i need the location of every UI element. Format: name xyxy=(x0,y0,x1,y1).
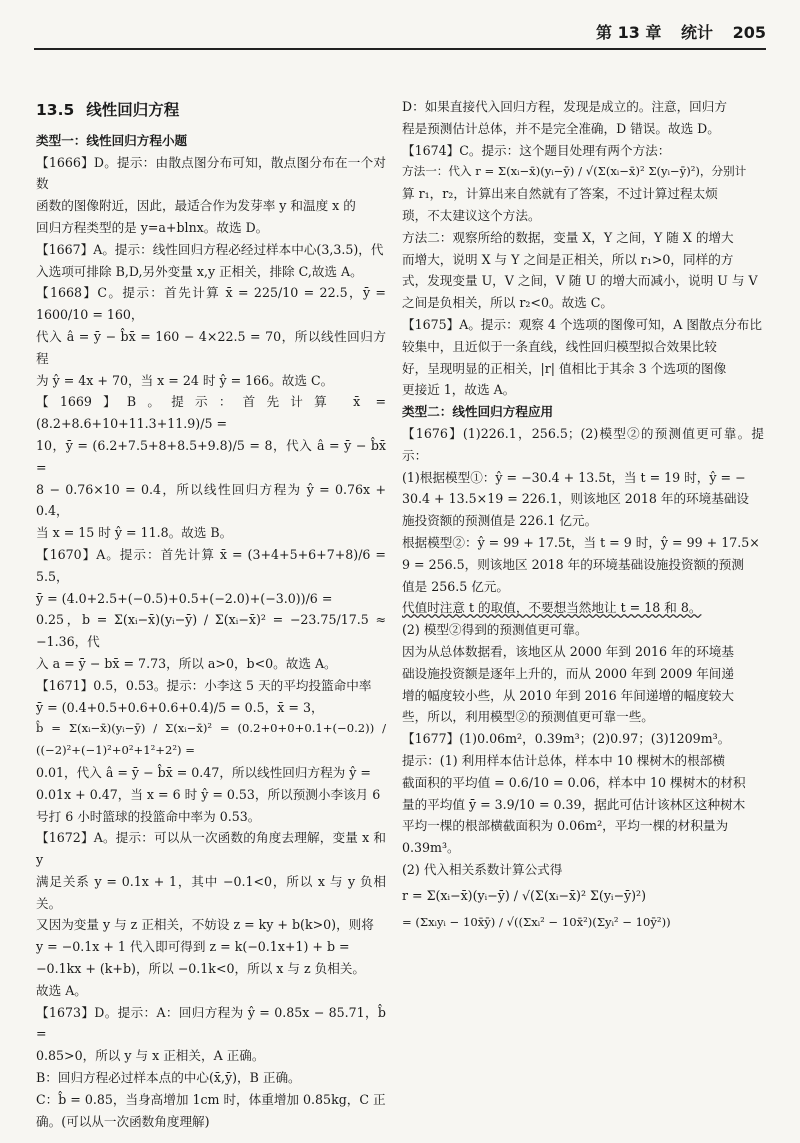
text-line: 好，呈现明显的正相关，|r| 值相比于其余 3 个选项的图像 xyxy=(402,360,727,376)
text-line: 【1673】D。提示：A：回归方程为 ŷ = 0.85x − 85.71，b̂ = xyxy=(36,1004,386,1042)
text-line: 0.39m³。 xyxy=(402,840,460,856)
text-line: 0.25，b = Σ(xᵢ−x̄)(yᵢ−ȳ) / Σ(xᵢ−x̄)² = −23.75/17.5 ≈ −1.36，代 xyxy=(36,612,386,650)
text-line: 【1676】(1)226.1，256.5；(2)模型②的预测值更可靠。提示： xyxy=(402,425,764,463)
answer-1676 xyxy=(402,423,764,728)
answer-1671 xyxy=(36,675,386,828)
answer-1667 xyxy=(36,239,386,283)
text-line: B：回归方程必过样本点的中心(x̄,ȳ)，B 正确。 xyxy=(36,1070,301,1086)
text-line: 方法二：观察所给的数据，变量 X，Y 之间，Y 随 X 的增大 xyxy=(402,229,734,245)
text-line: 较集中，且近似于一条直线，线性回归模型拟合效果比较 xyxy=(402,338,717,354)
text-line: 些，所以，利用模型②的预测值更可靠一些。 xyxy=(402,709,654,725)
text-line: ȳ = (4.0+2.5+(−0.5)+0.5+(−2.0)+(−3.0))/6 = xyxy=(36,590,333,606)
text-line: 式，发现变量 U，V 之间，V 随 U 的增大而减小，说明 U 与 V xyxy=(402,273,758,289)
text-line: 【1666】D。提示：由散点图分布可知，散点图分布在一个对数 xyxy=(36,154,386,192)
answer-1669 xyxy=(36,391,386,544)
text-line: 琐，不太建议这个方法。 xyxy=(402,207,541,223)
answer-1672 xyxy=(36,827,386,1001)
text-line: b̂ = Σ(xᵢ−x̄)(yᵢ−ȳ) / Σ(xᵢ−x̄)² = (0.2+0+0+0.1+(−0.2)) / ((−2)²+(−1)²+0²+1²+2²) = xyxy=(36,721,386,758)
text-line: 平均一棵的根部横截面积为 0.06m²，平均一棵的材积量为 xyxy=(402,818,729,834)
text-line: 当 x = 15 时 ŷ = 11.8。故选 B。 xyxy=(36,525,233,541)
text-line: 回归方程类型的是 y=a+blnx。故选 D。 xyxy=(36,219,269,235)
answer-1674 xyxy=(402,140,764,314)
text-line: D：如果直接代入回归方程，发现是成立的。注意，回归方 xyxy=(402,99,727,114)
text-line: 而增大，说明 X 与 Y 之间是正相关，所以 r₁>0，同样的方 xyxy=(402,251,734,267)
text-line: (2) 代入相关系数计算公式得 xyxy=(402,861,563,877)
section-heading xyxy=(36,100,386,122)
text-line: 30.4 + 13.5×19 = 226.1，则该地区 2018 年的环境基础设 xyxy=(402,491,750,507)
type-heading-1: 类型一：线性回归方程小题 xyxy=(36,132,188,148)
text-line: 10，ȳ = (6.2+7.5+8+8.5+9.8)/5 = 8，代入 â = ȳ − b̂x̄ = xyxy=(36,437,386,475)
running-title xyxy=(582,20,766,43)
text-line: C：b̂ = 0.85，当身高增加 1cm 时，体重增加 0.85kg，C 正 xyxy=(36,1091,386,1107)
text-line: 【1667】A。提示：线性回归方程必经过样本中心(3,3.5)，代 xyxy=(36,241,384,257)
text-line: ȳ = (0.4+0.5+0.6+0.6+0.4)/5 = 0.5，x̄ = 3， xyxy=(36,699,324,715)
formula-line: = (Σxᵢyᵢ − 10x̄ȳ) / √((Σxᵢ² − 10x̄²)(Σyᵢ² − 10ȳ²)) xyxy=(402,915,671,930)
text-line: 【1671】0.5，0.53。提示：小李这 5 天的平均投篮命中率 xyxy=(36,677,372,693)
text-line: 【1675】A。提示：观察 4 个选项的图像可知，A 图散点分布比 xyxy=(402,316,762,332)
text-line: 【1668】C。提示：首先计算 x̄ = 225/10 = 22.5，ȳ = 1600/10 = 160， xyxy=(36,285,386,323)
right-column xyxy=(402,96,764,1119)
text-line: 9 = 256.5，则该地区 2018 年的环境基础设施投资额的预测 xyxy=(402,556,744,572)
text-line: 【1674】C。提示：这个题目处理有两个方法： xyxy=(402,142,671,158)
left-column xyxy=(36,92,386,1129)
text-line: 代入 â = ȳ − b̂x̄ = 160 − 4×22.5 = 70，所以线性回归方程 xyxy=(36,328,386,366)
section-title: 线性回归方程 xyxy=(86,101,180,119)
running-header xyxy=(34,18,766,50)
text-line: −0.1kx + (k+b)，所以 −0.1k<0，所以 x 与 z 负相关。 xyxy=(36,961,366,977)
text-line: 0.01，代入 â = ȳ − b̂x̄ = 0.47，所以线性回归方程为 ŷ = xyxy=(36,764,371,780)
text-line: 入 a = ȳ − bx̄ = 7.73，所以 a>0，b<0。故选 A。 xyxy=(36,655,337,671)
text-line: 础设施投资额是逐年上升的，而从 2000 年到 2009 年间递 xyxy=(402,665,734,681)
answer-1677 xyxy=(402,728,764,934)
text-line: 确。(可以从一次函数角度理解) xyxy=(36,1113,210,1129)
text-line: 程是预测估计总体，并不是完全准确，D 错误。故选 D。 xyxy=(402,120,720,136)
answer-1673-continued xyxy=(402,96,764,140)
text-line: 0.01x + 0.47，当 x = 6 时 ŷ = 0.53，所以预测小李该月 6 xyxy=(36,786,381,802)
text-line: 根据模型②：ŷ = 99 + 17.5t，当 t = 9 时，ŷ = 99 + 17.5× xyxy=(402,534,760,550)
text-line: 函数的图像附近，因此，最适合作为发芽率 y 和温度 x 的 xyxy=(36,198,356,214)
text-line: 之间是负相关，所以 r₂<0。故选 C。 xyxy=(402,295,613,311)
text-line: 量的平均值 ȳ = 3.9/10 = 0.39，据此可估计该林区这种树木 xyxy=(402,796,746,812)
underlined-note: 代值时注意 t 的取值，不要想当然地让 t = 18 和 8。 xyxy=(402,600,702,616)
topic-label: 统计 xyxy=(681,23,714,42)
text-line: 号打 6 小时篮球的投篮命中率为 0.53。 xyxy=(36,808,261,824)
answer-1675 xyxy=(402,314,764,401)
text-line: (1)根据模型①：ŷ = −30.4 + 13.5t，当 t = 19 时，ŷ = − xyxy=(402,469,746,485)
text-line: y = −0.1x + 1 代入即可得到 z = k(−0.1x+1) + b = xyxy=(36,939,350,955)
page-number: 205 xyxy=(732,23,766,42)
text-line: 又因为变量 y 与 z 正相关，不妨设 z = ky + b(k>0)，则将 xyxy=(36,917,374,933)
text-line: 施投资额的预测值是 226.1 亿元。 xyxy=(402,513,598,529)
text-line: 值是 256.5 亿元。 xyxy=(402,578,510,594)
text-line: 截面积的平均值 = 0.6/10 = 0.06，样本中 10 棵树木的材积 xyxy=(402,774,746,790)
text-line: 为 ŷ = 4x + 70，当 x = 24 时 ŷ = 166。故选 C。 xyxy=(36,372,334,388)
text-line: 【1669】B。提示：首先计算 x̄ = (8.2+8.6+10+11.3+11.9)/5 = xyxy=(36,394,386,432)
answer-1673 xyxy=(36,1002,386,1133)
text-line: 【1677】(1)0.06m²，0.39m³；(2)0.97；(3)1209m³。 xyxy=(402,731,731,747)
text-line: 更接近 1，故选 A。 xyxy=(402,382,516,398)
text-line: 入选项可排除 B,D,另外变量 x,y 正相关，排除 C,故选 A。 xyxy=(36,263,363,279)
type-heading-2: 类型二：线性回归方程应用 xyxy=(402,404,554,420)
text-line: 0.85>0，所以 y 与 x 正相关，A 正确。 xyxy=(36,1048,265,1064)
text-line: 【1670】A。提示：首先计算 x̄ = (3+4+5+6+7+8)/6 = 5.5， xyxy=(36,546,386,584)
answer-1666 xyxy=(36,152,386,239)
text-line: 故选 A。 xyxy=(36,982,87,998)
text-line: 算 r₁，r₂，计算出来自然就有了答案，不过计算过程太烦 xyxy=(402,186,718,202)
text-line: 满足关系 y = 0.1x + 1，其中 −0.1<0，所以 x 与 y 负相关。 xyxy=(36,873,386,911)
text-line: 【1672】A。提示：可以从一次函数的角度去理解，变量 x 和 y xyxy=(36,830,386,868)
text-line: 因为从总体数据看，该地区从 2000 年到 2016 年的环境基 xyxy=(402,643,734,659)
text-line: 提示：(1) 利用样本估计总体，样本中 10 棵树木的根部横 xyxy=(402,752,725,768)
text-line: 方法一：代入 r = Σ(xᵢ−x̄)(yᵢ−ȳ) / √(Σ(xᵢ−x̄)² Σ(yᵢ−ȳ)²)，分别计 xyxy=(402,164,747,179)
text-line: 增的幅度较小些，从 2010 年到 2016 年间递增的幅度较大 xyxy=(402,687,734,703)
answer-1668 xyxy=(36,282,386,391)
section-number: 13.5 xyxy=(36,101,75,119)
answer-1670 xyxy=(36,544,386,675)
text-line: 8 − 0.76×10 = 0.4，所以线性回归方程为 ŷ = 0.76x + 0.4， xyxy=(36,481,386,519)
text-line: (2) 模型②得到的预测值更可靠。 xyxy=(402,622,588,638)
formula-line: r = Σ(xᵢ−x̄)(yᵢ−ȳ) / √(Σ(xᵢ−x̄)² Σ(yᵢ−ȳ)²) xyxy=(402,887,647,903)
chapter-label: 第 13 章 xyxy=(596,23,662,42)
